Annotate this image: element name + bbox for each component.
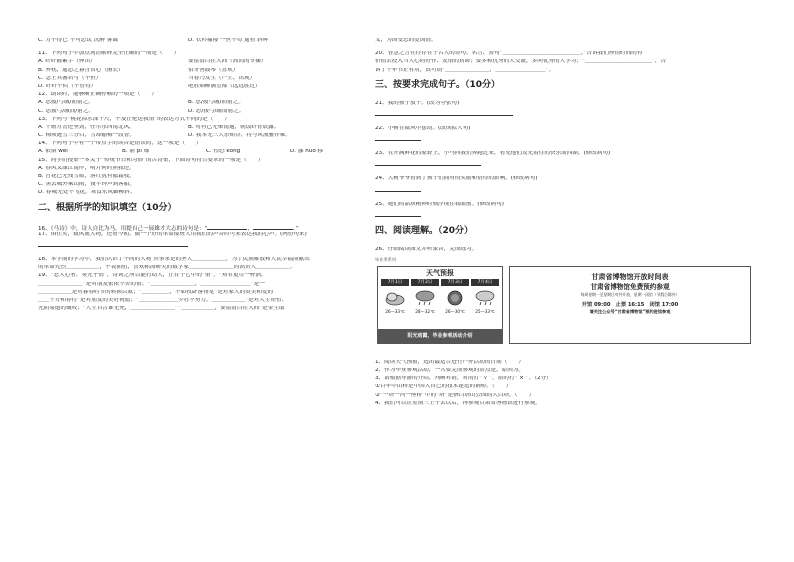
question-25: 25、她们的品质精神时刻浮现在我眼前。(修改病句): [375, 201, 504, 207]
forecast-day: 7月2日 28—32℃: [411, 279, 439, 323]
list-item: C. 思援弓/缴而/射之。 D. 思/援弓/缴而射之。: [38, 108, 245, 114]
museum-subtitle: 甘肃省博物馆免费预约参观: [590, 282, 670, 291]
question-20: 20、智慧之言往往存在于古人的诗句、名言、警句“＿＿＿＿＿＿＿＿＿＿＿＿＿＿。”告诉我们珍惜时间的有: [375, 51, 643, 57]
list-item: 2、作为毕业参观活动，一共要完成参观的景点是，原因为。: [375, 368, 524, 374]
rain-cloud-icon: [411, 286, 439, 310]
answer-line[interactable]: [38, 246, 188, 247]
question-17: 17、俱往矣，数风流人物，还看今朝。做一个好的革命接班人用我们的声音时可来表达我的心声。(两份句来): [38, 231, 307, 237]
list-item: C. 万不得已 不可思议 沉醉 雾霭 D. 衣衫褴褛 一丝不苟 遥看 斜晖: [38, 38, 269, 43]
weather-forecast-panel: [377, 266, 503, 344]
forecast-day: 7月1日 26—33℃: [381, 279, 409, 323]
question-12: 12、朗读时，能够断正确停顿的一项是（ ）: [38, 92, 157, 98]
pinyin-options: A. 依偎 wēi B. 箭 pì 靡 C. 惶恐 kǒng D. 挪 nuó 移: [38, 149, 324, 155]
list-item: C. 念王其蕃若与（不但） 当春乃发生（产生、出现）: [38, 75, 256, 81]
answer-line[interactable]: [375, 191, 421, 192]
answer-blank[interactable]: [253, 224, 293, 230]
answer-line[interactable]: [375, 216, 421, 217]
question-24: 24、大树爷爷看到了孩子们拥有的奖励和惜得的影响。(修改病句): [375, 176, 538, 182]
question-15: 15、同学们搜集一本关于“传统节日和习俗”的古诗集，下面诗句符合要求的一项是（ ）: [38, 157, 264, 163]
list-item: ①百年中山桥是中国人自己的技术建造的钢桥。（ ）: [375, 384, 512, 390]
list-item: D. 纤纤不似（不曾得） 绝胜烟柳满皇都（远远胜过）: [38, 83, 261, 89]
question-13: 13、下列与“桃花潭水深千尺，不及汪伦送我情”的表达方式不同的是（ ）: [38, 116, 230, 122]
list-item: ＿＿千万和春住”是对朋友的美好祝愿；“＿＿＿＿＿＿＿少壮不努力。＿＿＿＿＿＿”是对人生短暂、: [38, 297, 288, 303]
reading-figure: [375, 258, 755, 354]
section-3-title: 三、按要求完成句子。（10分）: [375, 79, 501, 90]
list-item: D. 春城无处不飞花，寒食东风御柳斜。: [38, 190, 136, 196]
question-21: 21、我的孩子放干。(改为夸张句): [375, 100, 460, 106]
question-23: 23、在开满鲜花的原野上，小马向我们奔跑过来，看见他们发光着住的快乐而西湖。(修改病句): [375, 151, 611, 157]
answer-blank[interactable]: [207, 224, 247, 230]
answer-line[interactable]: [375, 165, 481, 166]
list-item: A. 思援/弓缴/而射之。 B. 思/援弓缴/而射之。: [38, 100, 244, 106]
list-item: 3、请根据导游的介绍，判断对错，对的打“ √ ”，错的打“ × ”。（2分）: [375, 376, 552, 382]
figure-caption: 毕业季系列: [375, 256, 396, 262]
list-item: 义，为国受忠的爱国情。: [375, 38, 437, 43]
answer-line[interactable]: [375, 140, 421, 141]
list-item: ②“一塔一河一座桥”中的“塔”是指白塔山公园的大白塔。（ ）: [375, 392, 535, 398]
list-item: B. 弃枕，遥思之暮含省心（擅长） 伯牙善鼓琴（喜欢）: [38, 67, 239, 73]
question-26: 26、仔细阅读图文并听录音，完成练习。: [375, 246, 478, 252]
left-column: [38, 38, 376, 314]
forecast-day: 7月3日 26—30℃: [441, 279, 469, 323]
question-11: 11、下列句子中加点词语解释完全正确的一项是（ ）: [38, 51, 180, 57]
question-18: 18、本学期的学习中，我们认识了不同的人物 冥事求是的圣人＿＿＿＿＿＿，为了民族解放和人民幸福而献出: [38, 256, 310, 262]
cloud-icon: [381, 286, 409, 310]
list-item: 1、阅读天气预报，选出最适合进行户外活动的日期（ ）: [375, 359, 524, 365]
answer-line[interactable]: [375, 115, 513, 116]
list-item: 诉了十年书正有用，真可谓“＿＿＿＿＿＿＿＿，＿＿＿＿＿＿＿＿＿”。: [375, 67, 555, 73]
right-column: [375, 38, 755, 409]
sun-icon: [441, 286, 469, 310]
question-22: 22、小树在微风中摆动。(改成拟人句): [375, 125, 471, 131]
list-item: ＿＿＿＿＿＿是对暮春时节的转换以歌；“＿＿＿＿＿，不如牧卧落徘宽”是对家人的赞美和爱的: [38, 289, 274, 295]
weather-title: 天气预报: [426, 267, 454, 277]
list-item: B. 宫花已无残雪暖，落红犹有傲霜枝。: [38, 174, 135, 179]
question-16: 16、《马诗》中，诗人自比为马，用提自己一展雄才大志的诗句是：“ ， 。”: [38, 225, 299, 232]
list-item: ＿＿＿＿＿＿＿＿”是对朋友依依不舍的情；“＿＿＿＿＿＿＿＿，＿＿＿＿＿＿＿＿＿”是一: [38, 281, 265, 287]
museum-hours-panel: [509, 266, 751, 344]
list-item: A. 纤纤擢素手（伸出） 要留清白在人间（高尚的节操）: [38, 59, 267, 65]
question-19: 19、“恶人心者，莫先乎情”，诗词之所以能打动人，正在于它中的“情”。“劝君更尽一杯酒，: [38, 273, 267, 279]
forecast-day: 7月4日 25—33℃: [471, 279, 499, 323]
list-item: 4、我们可以在星期三上午去以后，再参观甘肃省博物馆进行参观。: [375, 400, 541, 406]
museum-footer: 请关注公众号“甘肃省博物馆”预约进馆参观: [589, 309, 671, 315]
question-14: 14、下列句子中有一个带点字的读音是错误的，这一项是（ ）: [38, 141, 202, 147]
list-item: 价值去投入当人心的好作、友情的真谛；要多和优秀的人交流，多向优秀的人学习；“＿＿＿＿＿＿＿＿＿＿＿＿”，告: [375, 59, 667, 65]
list-item: C. 黑云城外乘山雨，夜半钟声到客船。: [38, 182, 135, 188]
section-2-title: 二、根据所学的知识填空（10分）: [38, 202, 177, 213]
list-item: A. 千磨万击还坚劲，任尔东西南北风。 B. 莺有己无柴南通，朝饭纤青晨露。: [38, 124, 280, 130]
list-item: C. 梅须逊雪三分白，雪却输梅一段香。 D. 我本无三大乐贻谷，将与风流雅作难。: [38, 133, 291, 139]
weather-banner: 阳光雨露，毕业参观活动介绍: [378, 329, 502, 343]
section-4-title: 四、阅读理解。（20分）: [375, 225, 474, 236]
rain-icon: [471, 286, 499, 310]
museum-note: 每周星期一至星期日对外开放，星期一闭馆（节假日除外）: [580, 292, 680, 298]
museum-hours: 开馆 09:00 止票 16:15 闭馆 17:00: [581, 302, 679, 309]
list-item: 光阴易逝的慨叹；“人生自古谁无死，＿＿＿＿＿＿＿＿”“＿＿＿＿＿＿，要留清白在人间”是金生取: [38, 306, 285, 312]
museum-title: 甘肃省博物馆开放时间表: [591, 271, 669, 281]
list-item: A. 春风又绿江南岸，明月何时照我还。: [38, 165, 135, 171]
list-item: 的革命先烈＿＿＿＿＿＿，不畏佣伍，喜欢标海研究的数学家＿＿＿＿＿＿＿＿的高贵人＿＿＿＿＿＿。: [38, 265, 296, 271]
